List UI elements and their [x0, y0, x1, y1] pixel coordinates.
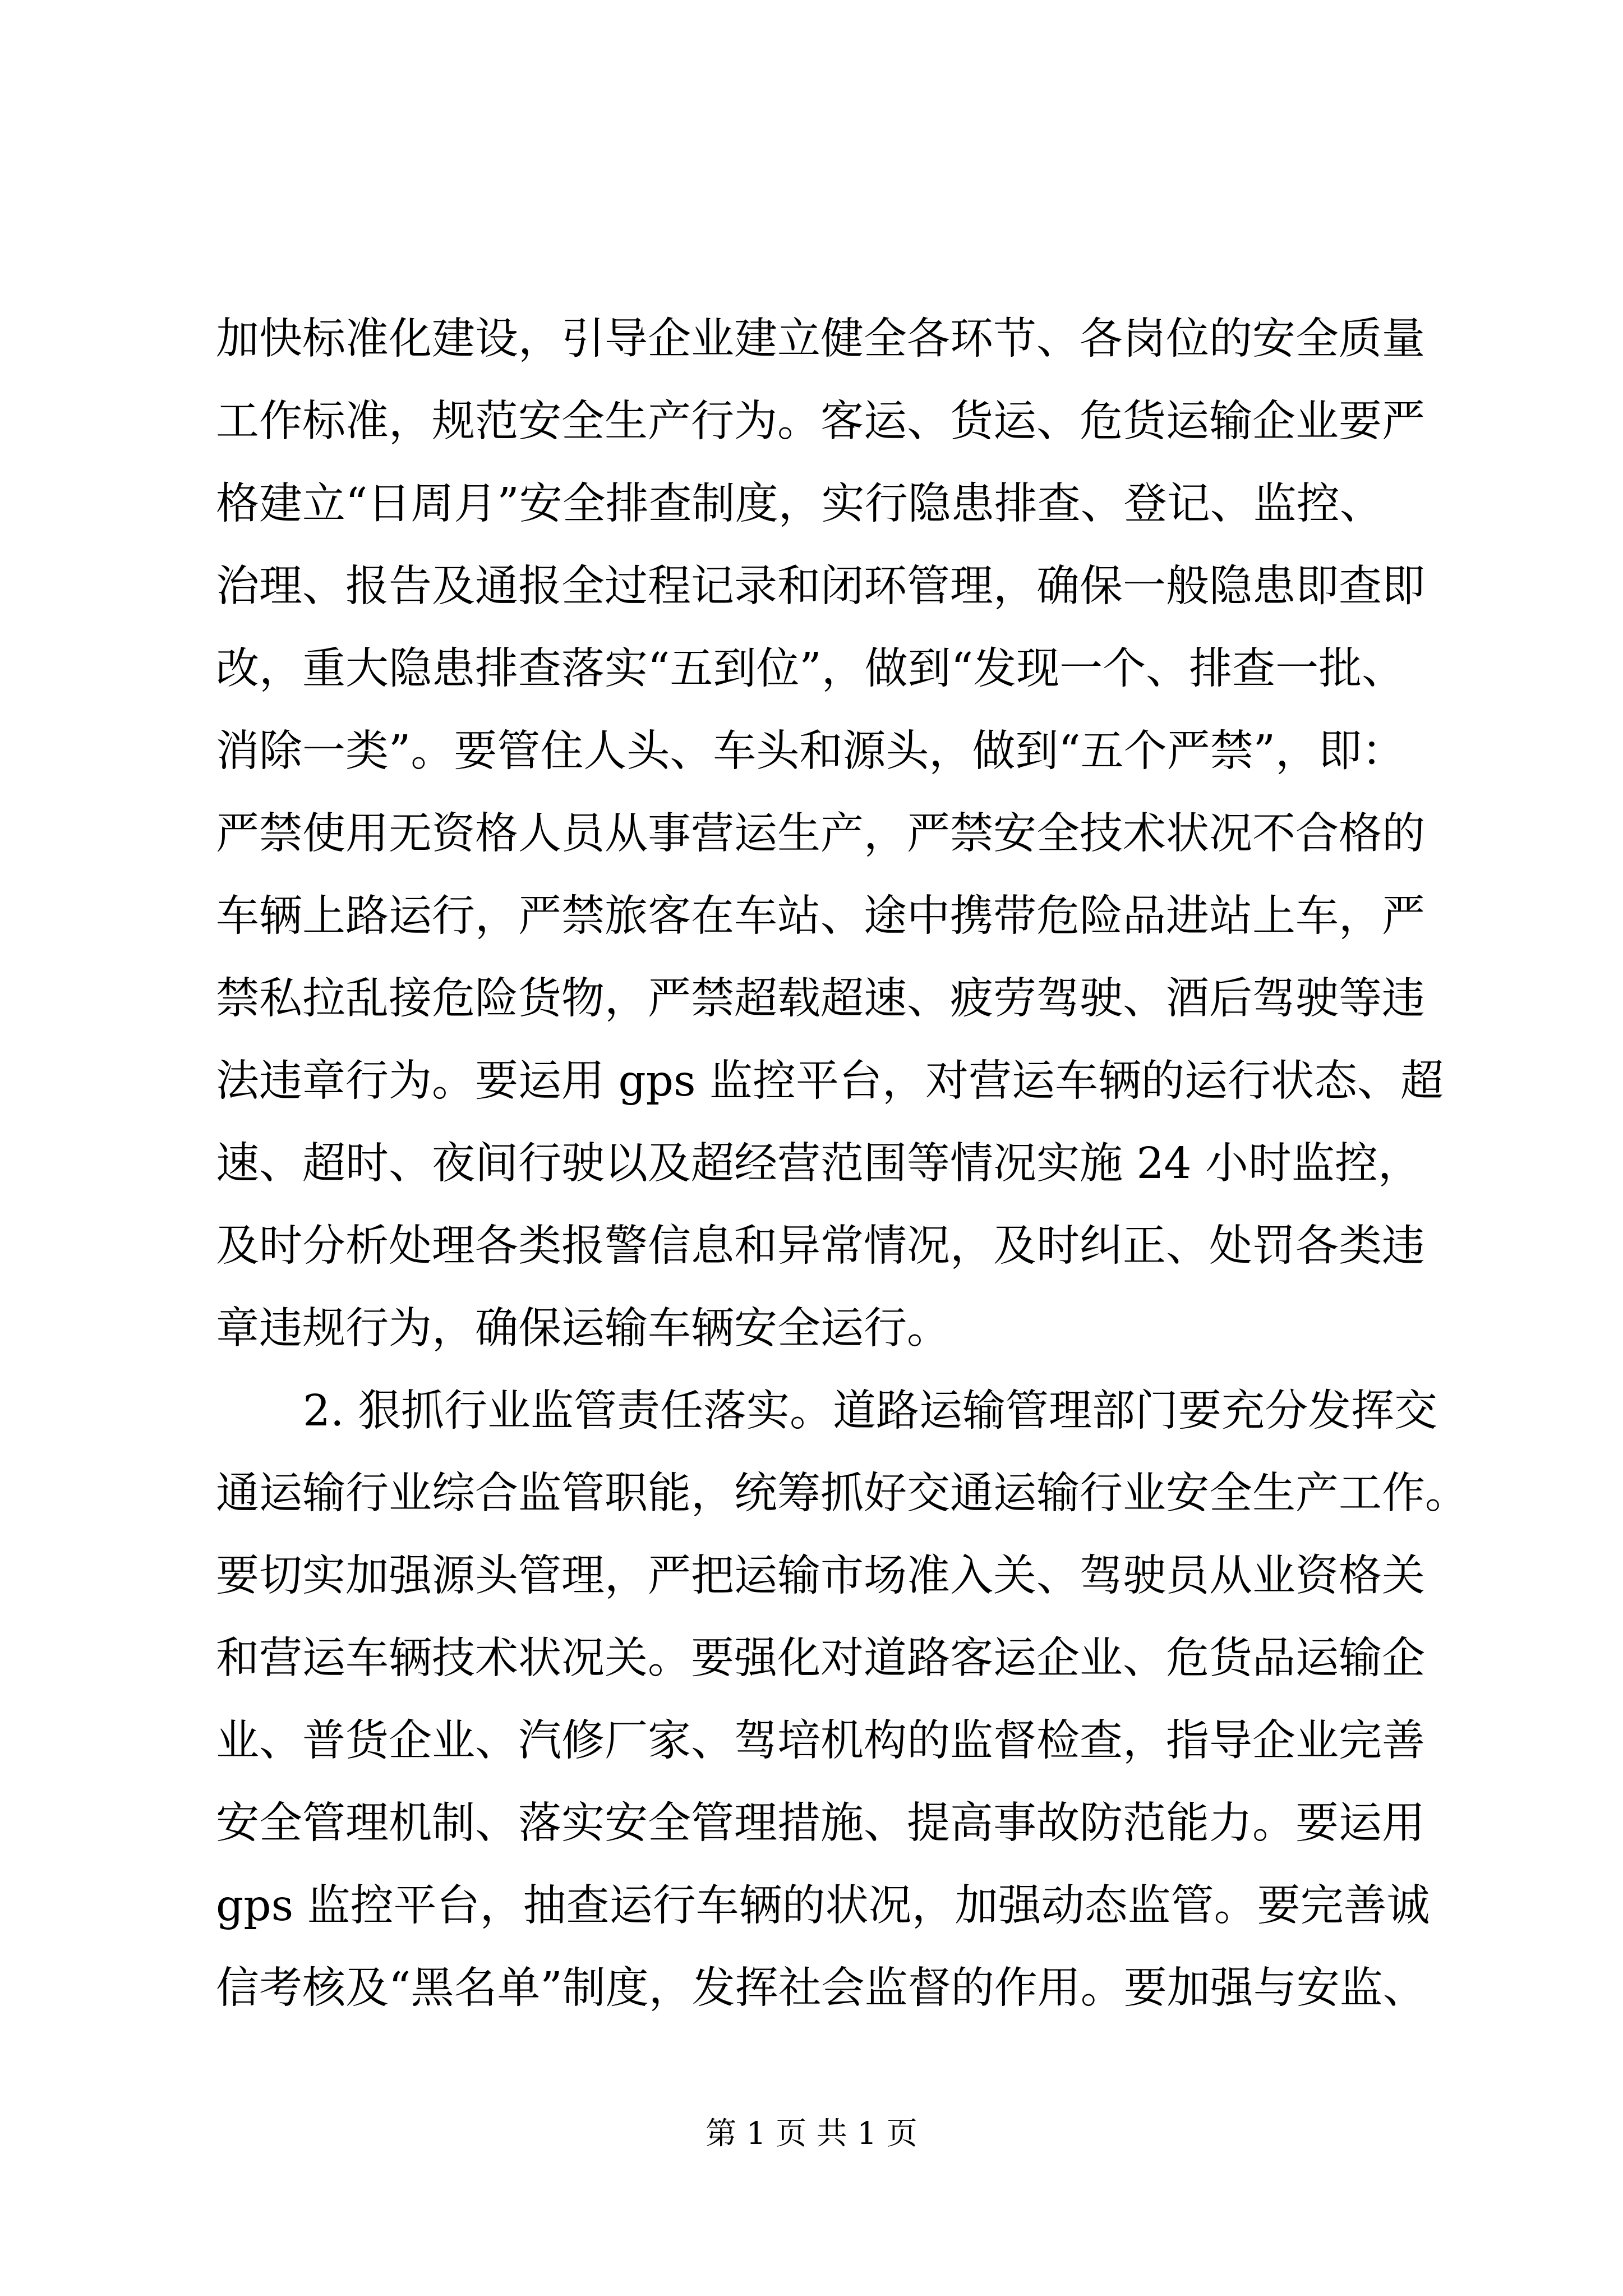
- text-line-17: 和营运车辆技术状况关。要强化对道路客运企业、危货品运输企: [216, 1634, 1425, 1683]
- text-line-8: 车辆上路运行，严禁旅客在车站、途中携带危险品进站上车，严: [216, 891, 1425, 941]
- text-line-7: 严禁使用无资格人员从事营运生产，严禁安全技术状况不合格的: [216, 809, 1425, 859]
- text-line-19: 安全管理机制、落实安全管理措施、提高事故防范能力。要运用: [216, 1798, 1425, 1848]
- text-line-1: 加快标准化建设，引导企业建立健全各环节、各岗位的安全质量: [216, 314, 1425, 364]
- text-line-20: gps 监控平台，抽查运行车辆的状况，加强动态监管。要完善诚: [216, 1881, 1430, 1931]
- text-line-14: 2. 狠抓行业监管责任落实。道路运输管理部门要充分发挥交: [303, 1386, 1437, 1436]
- text-line-9: 禁私拉乱接危险货物，严禁超载超速、疲劳驾驶、酒后驾驶等违: [216, 974, 1425, 1024]
- text-line-3: 格建立“日周月”安全排查制度，实行隐患排查、登记、监控、: [216, 479, 1383, 529]
- text-line-16: 要切实加强源头管理，严把运输市场准入关、驾驶员从业资格关: [216, 1551, 1425, 1601]
- text-line-21: 信考核及“黑名单”制度，发挥社会监督的作用。要加强与安监、: [216, 1963, 1426, 2013]
- text-line-15: 通运输行业综合监管职能，统筹抓好交通运输行业安全生产工作。: [216, 1469, 1468, 1519]
- text-line-12: 及时分析处理各类报警信息和异常情况，及时纠正、处罚各类违: [216, 1221, 1425, 1271]
- page-number-footer: 第 1 页 共 1 页: [706, 2115, 917, 2151]
- text-line-18: 业、普货企业、汽修厂家、驾培机构的监督检查，指导企业完善: [216, 1716, 1425, 1766]
- text-line-11: 速、超时、夜间行驶以及超经营范围等情况实施 24 小时监控，: [216, 1139, 1421, 1189]
- text-line-10: 法违章行为。要运用 gps 监控平台，对营运车辆的运行状态、超: [216, 1056, 1444, 1106]
- text-line-6: 消除一类”。要管住人头、车头和源头，做到“五个严禁”，即：: [216, 726, 1405, 776]
- text-line-4: 治理、报告及通报全过程记录和闭环管理，确保一般隐患即查即: [216, 562, 1425, 611]
- text-line-5: 改，重大隐患排查落实“五到位”，做到“发现一个、排查一批、: [216, 644, 1405, 694]
- text-line-13: 章违规行为，确保运输车辆安全运行。: [216, 1304, 950, 1354]
- text-line-2: 工作标准，规范安全生产行为。客运、货运、危货运输企业要严: [216, 397, 1425, 447]
